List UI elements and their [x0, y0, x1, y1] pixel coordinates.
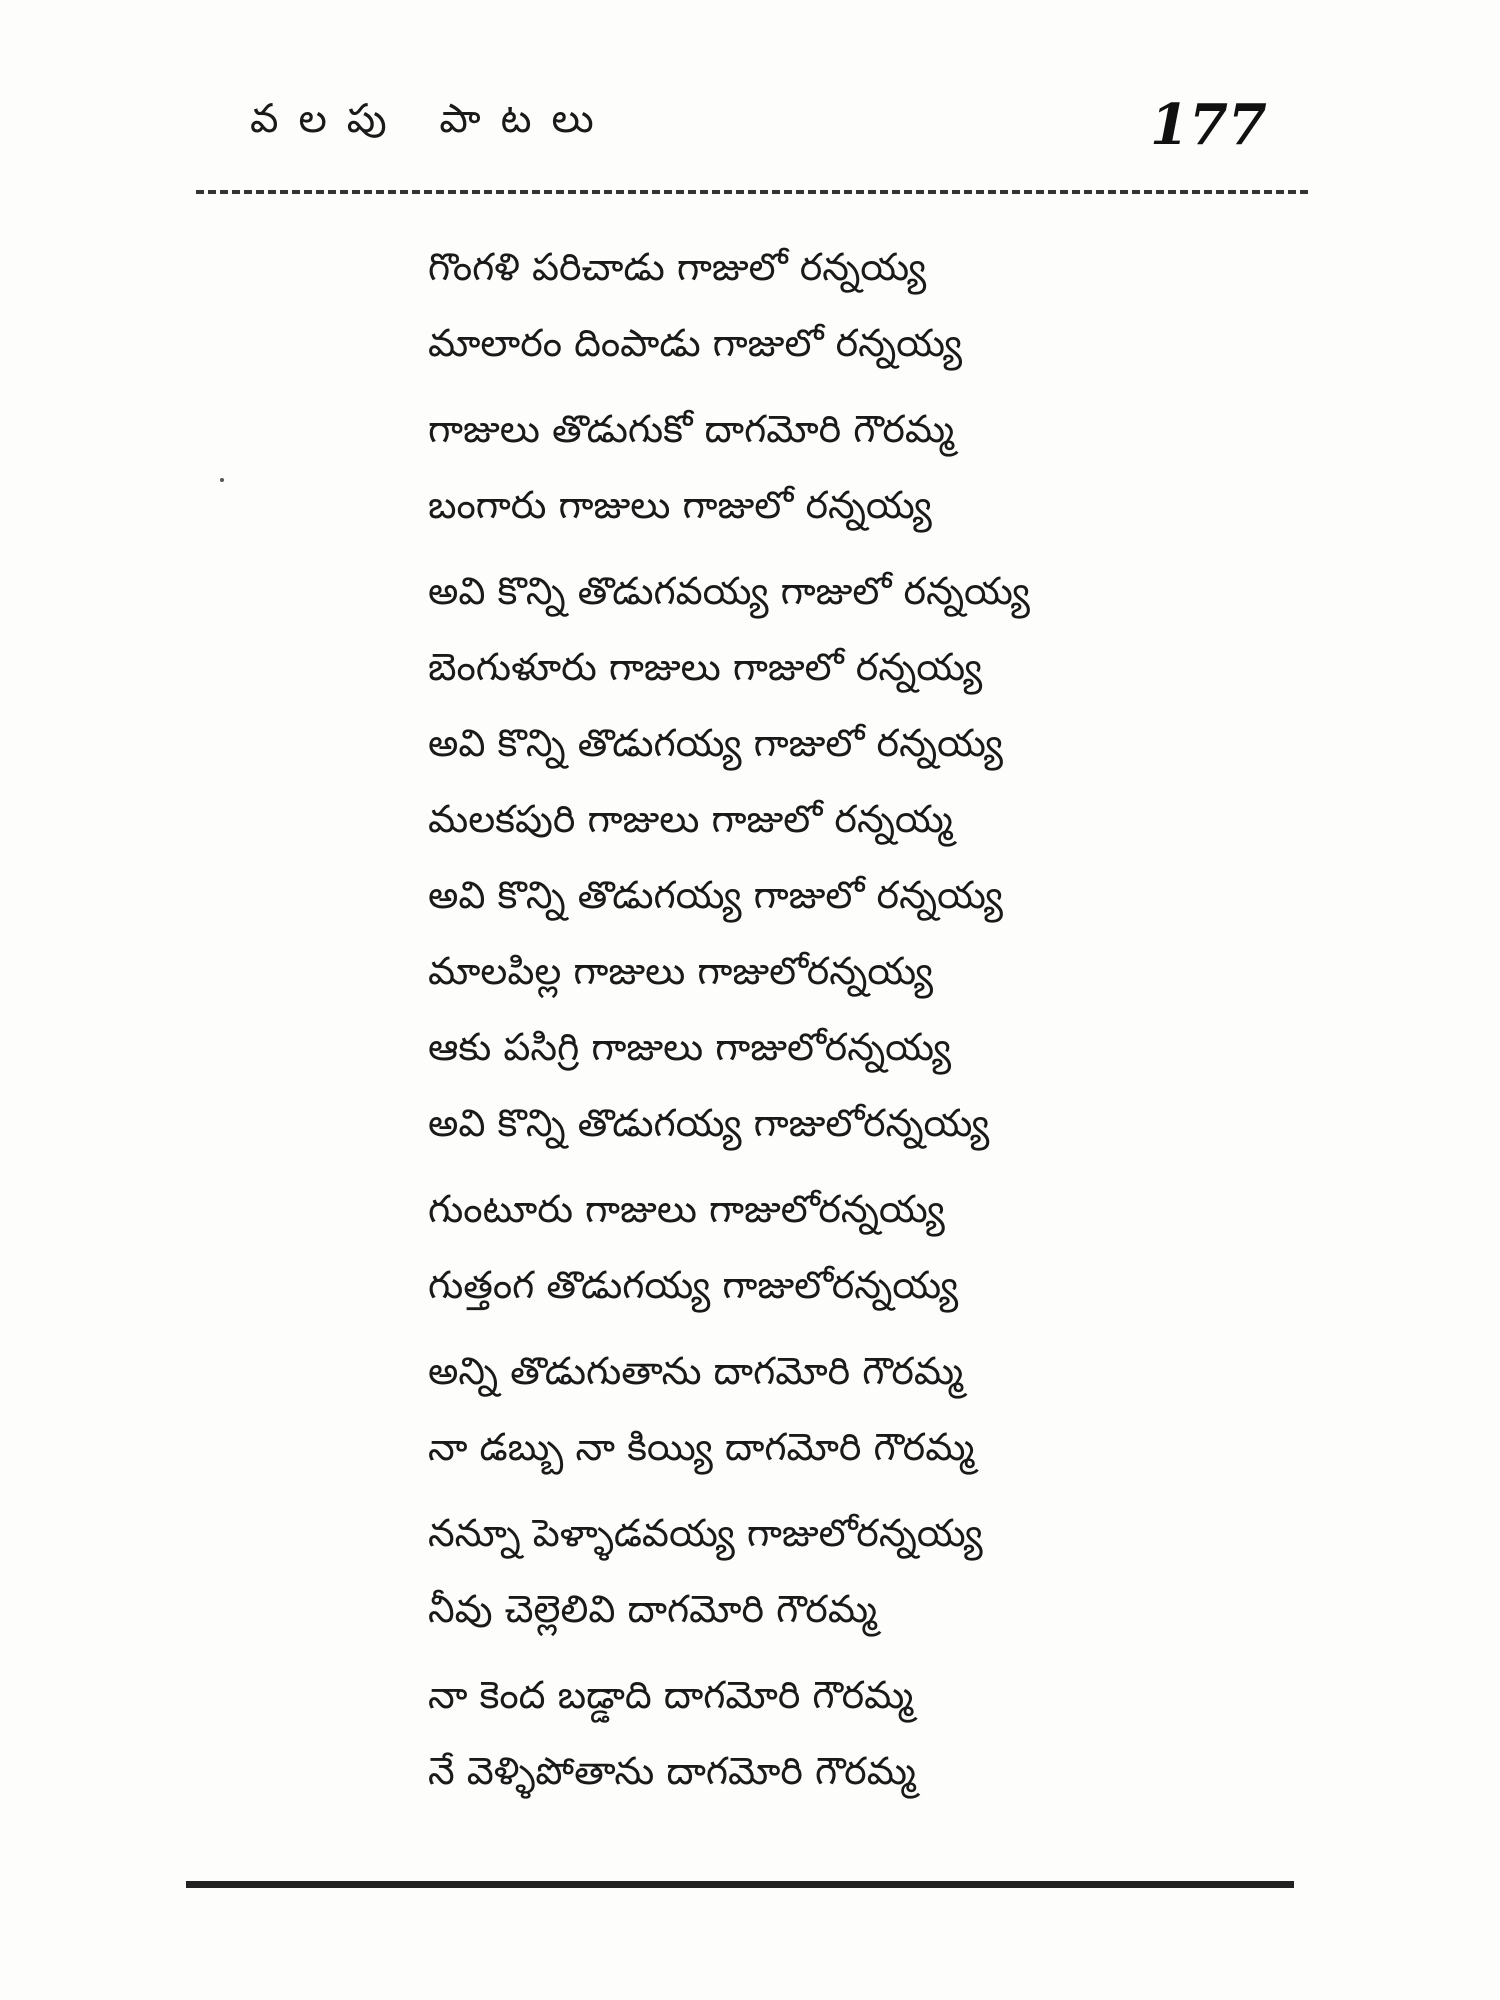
verse-line: అవి కొన్ని తొడుగవయ్య గాజులో రన్నయ్య: [428, 569, 1030, 613]
verse-line: అవి కొన్ని తొడుగయ్య గాజులోరన్నయ్య: [428, 1101, 990, 1145]
print-speck: [220, 478, 224, 482]
verse-line: గుత్తంగ తొడుగయ్య గాజులోరన్నయ్య: [428, 1263, 959, 1307]
verse-line: గుంటూరు గాజులు గాజులోరన్నయ్య: [428, 1187, 945, 1231]
verse-line: అవి కొన్ని తొడుగయ్య గాజులో రన్నయ్య: [428, 721, 1003, 765]
verse-line: బెంగుళూరు గాజులు గాజులో రన్నయ్య: [428, 645, 983, 689]
verse-line: గొంగళి పరిచాడు గాజులో రన్నయ్య: [428, 245, 927, 289]
bottom-divider: [186, 1881, 1294, 1888]
page-number: 177: [1150, 92, 1267, 158]
song-verses: [428, 240, 1288, 1820]
running-title: వలపు పాటలు: [250, 96, 614, 142]
verse-line: నే వెళ్ళిపోతాను దాగమోరి గౌరమ్మ: [428, 1749, 916, 1793]
verse-line: బంగారు గాజులు గాజులో రన్నయ్య: [428, 483, 932, 527]
verse-line: నన్నూ పెళ్ళాడవయ్య గాజులోరన్నయ్య: [428, 1511, 983, 1555]
verse-line: మలకపురి గాజులు గాజులో రన్నయ్మ: [428, 797, 953, 841]
verse-line: నా డబ్బు నా కియ్యి దాగమోరి గౌరమ్మ: [428, 1425, 975, 1469]
verse-line: అవి కొన్ని తొడుగయ్య గాజులో రన్నయ్య: [428, 873, 1003, 917]
verse-line: అన్ని తొడుగుతాను దాగమోరి గౌరమ్మ: [428, 1349, 964, 1393]
verse-line: మాలపిల్ల గాజులు గాజులోరన్నయ్య: [428, 949, 934, 993]
verse-line: నా కెంద బడ్డాది దాగమోరి గౌరమ్మ: [428, 1673, 914, 1717]
verse-line: ఆకు పసిగ్రి గాజులు గాజులోరన్నయ్య: [428, 1025, 952, 1069]
verse-line: నీవు చెల్లెలివి దాగమోరి గౌరమ్మ: [428, 1587, 877, 1631]
top-divider: [196, 190, 1308, 194]
verse-line: గాజులు తొడుగుకో దాగమోరి గౌరమ్మ: [428, 407, 955, 451]
verse-line: మాలారం దింపాడు గాజులో రన్నయ్య: [428, 321, 963, 365]
